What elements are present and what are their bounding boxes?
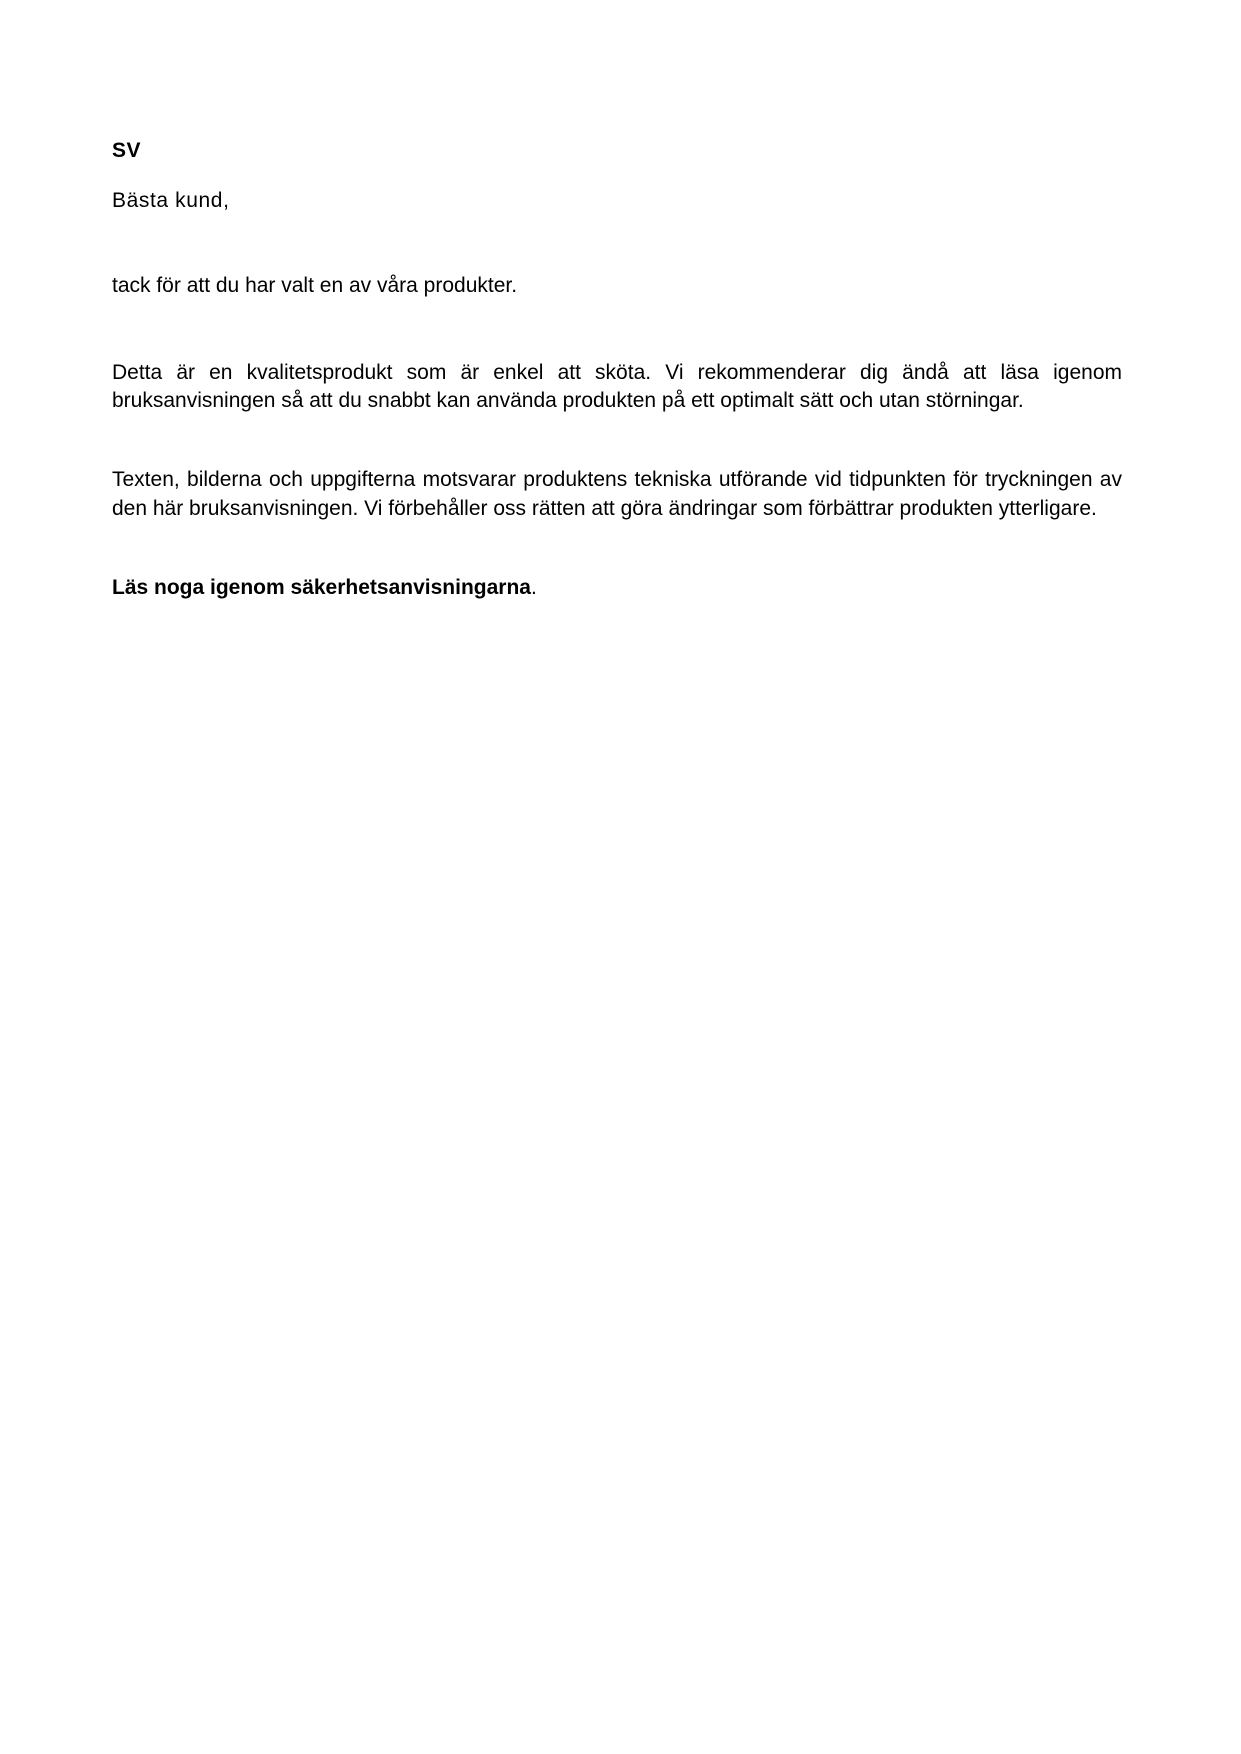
language-code: SV [112, 139, 142, 162]
safety-note [112, 574, 1122, 603]
safety-note-suffix: . [530, 576, 537, 600]
intro-paragraph: tack för att du har valt en av våra produkter. [112, 273, 518, 297]
salutation-text: Bästa kund, [112, 189, 230, 213]
safety-note-text: Läs noga igenom säkerhetsanvisningarna [112, 576, 531, 600]
body-paragraph-2: Texten, bilderna och uppgifterna motsvarar produktens tekniska utförande vid tidpunkten för tryckningen av den här bruksanvisningen. Vi förbehåller oss rätten att göra ändringar som förbättrar produkten ytterligare. [112, 468, 1122, 521]
body-paragraph-1: Detta är en kvalitetsprodukt som är enkel att sköta. Vi rekommenderar dig ändå att läsa igenom bruksanvisningen så att du snabbt kan använda produkten på ett optimalt sätt och utan störningar. [112, 360, 1122, 413]
document-body [112, 138, 1122, 603]
